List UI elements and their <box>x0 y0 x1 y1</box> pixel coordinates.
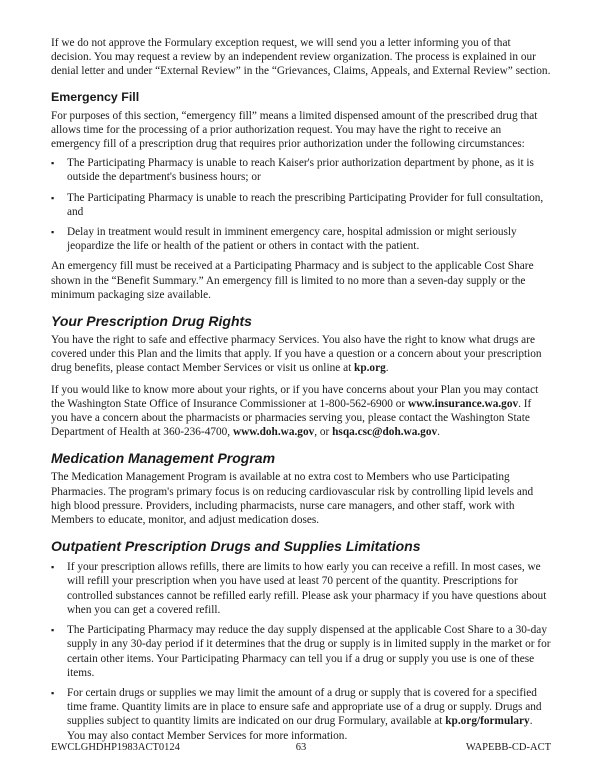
footer-plan-code: WAPEBB-CD-ACT <box>465 742 551 753</box>
list-item <box>51 156 551 184</box>
rights-p2-end: . <box>437 426 440 439</box>
hsqa-email-link[interactable]: hsqa.csc@doh.wa.gov <box>332 426 438 439</box>
limitations-list <box>51 560 551 742</box>
limitations-heading: Outpatient Prescription Drugs and Supplies Limitations <box>51 538 421 555</box>
rights-heading: Your Prescription Drug Rights <box>51 313 252 330</box>
bullet-icon: ▪ <box>51 227 55 238</box>
medication-management-paragraph: The Medication Management Program is available at no extra cost to Members who use Participating Pharmacies. The program's primary focus is on reducing cardiovascular risk by controlling lipid levels and high blood pressure. Providers, including pharmacists, nurse care managers, and other staff, work with Members to educate, monitor, and adjust medication doses. <box>51 471 534 527</box>
bullet-icon: ▪ <box>51 158 55 169</box>
emergency-fill-closing: An emergency fill must be received at a Participating Pharmacy and is subject to the applicable Cost Share shown in the “Benefit Summary.” An emergency fill is limited to no more than a seven-day supply or the minimum packaging size available. <box>51 260 534 301</box>
list-item-text: Delay in treatment would result in imminent emergency care, hospital admission or might seriously jeopardize the life or health of the patient or others in contact with the patient. <box>67 226 517 253</box>
list-item <box>51 191 551 219</box>
list-item-text-end: . You may also contact Member Services for more information. <box>67 715 533 742</box>
medication-management-heading: Medication Management Program <box>51 450 276 467</box>
list-item <box>51 686 551 743</box>
rights-paragraph-1 <box>51 333 551 376</box>
rights-p1-text: You have the right to safe and effective pharmacy Services. You also have the right to know what drugs are covered under this Plan and the limits that apply. If you have a question or a concern about your prescription drug benefits, please contact Member Services or visit us online at <box>51 334 542 375</box>
list-item <box>51 623 551 680</box>
emergency-fill-heading: Emergency Fill <box>51 89 140 104</box>
rights-paragraph-2 <box>51 383 551 440</box>
list-item-text: The Participating Pharmacy may reduce the day supply dispensed at the applicable Cost Share to a 30-day supply in any 30-day period if it determines that the drug or supply is in limited supply in the market or for certain other items. Your Participating Pharmacy can tell you if a drug or supply you use is one of these items. <box>67 624 551 679</box>
kp-org-link[interactable]: kp.org <box>354 362 386 375</box>
doh-wa-gov-link[interactable]: www.doh.wa.gov <box>232 426 315 439</box>
page-content <box>51 36 551 749</box>
emergency-fill-list <box>51 156 551 253</box>
list-item-text: For certain drugs or supplies we may limit the amount of a drug or supply that is covered for a specified time frame. Quantity limits are in place to ensure safe and appropriate use of a drug or supply. Drugs and supplies subject to quantity limits are indicated on our drug Formulary, available at <box>67 686 542 728</box>
list-item-text: The Participating Pharmacy is unable to reach Kaiser's prior authorization department by phone, as it is outside the department's business hours; or <box>67 157 534 184</box>
list-item <box>51 560 551 617</box>
footer-page-number: 63 <box>295 742 307 753</box>
insurance-wa-gov-link[interactable]: www.insurance.wa.gov <box>407 397 519 410</box>
bullet-icon: ▪ <box>51 687 55 698</box>
rights-p2-text: If you would like to know more about your rights, or if you have concerns about your Plan you may contact the Washington State Office of Insurance Commissioner at 1-800-562-6900 or <box>51 383 539 410</box>
bullet-icon: ▪ <box>51 625 55 636</box>
rights-p2-mid: . If you have a concern about the pharmacists or pharmacies serving you, please contact the Washington State Department of Health at 360-236-4700, <box>51 397 532 439</box>
emergency-fill-intro: For purposes of this section, “emergency fill” means a limited dispensed amount of the prescribed drug that allows time for the processing of a prior authorization request. You may have the right to receive an emergency fill of a prescription drug that requires prior authorization under the following circumstances: <box>51 109 538 151</box>
list-item <box>51 225 551 253</box>
list-item-text: If your prescription allows refills, there are limits to how early you can receive a refill. In most cases, we will refill your prescription when you have used at least 70 percent of the quantity. Prescriptions for controlled substances cannot be refilled early refill. Please ask your pharmacy if you have questions about when you can get a covered refill. <box>67 561 547 616</box>
rights-p1-end: . <box>385 362 389 375</box>
footer-doc-code: EWCLGHDHP1983ACT0124 <box>51 742 180 753</box>
kp-org-formulary-link[interactable]: kp.org/formulary <box>445 715 530 728</box>
intro-paragraph: If we do not approve the Formulary exception request, we will send you a letter informing you of that decision. You may request a review by an independent review organization. The process is explained in our denial letter and under “External Review” in the “Grievances, Claims, Appeals, and External Review” section. <box>51 37 551 78</box>
list-item-text: The Participating Pharmacy is unable to reach the prescribing Participating Provider for full consultation, and <box>67 191 544 218</box>
rights-p2-mid2: , or <box>314 426 333 439</box>
bullet-icon: ▪ <box>51 562 55 573</box>
bullet-icon: ▪ <box>51 192 55 203</box>
